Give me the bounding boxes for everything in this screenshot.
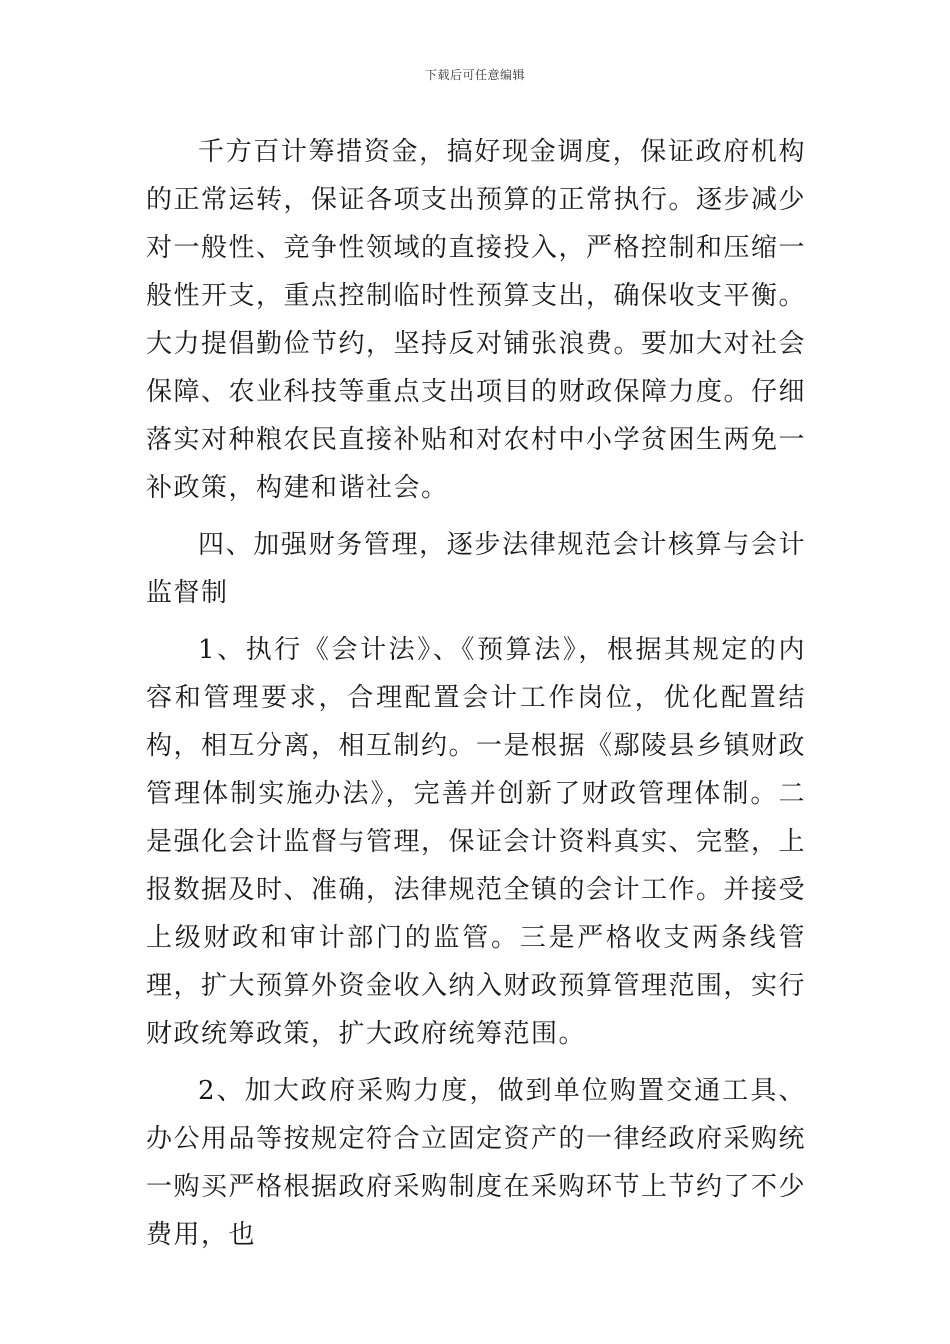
paragraph-fiscal-funds: 千方百计筹措资金，搞好现金调度，保证政府机构的正常运转，保证各项支出预算的正常执行。逐步减少对一般性、竞争性领域的直接投入，严格控制和压缩一般性开支，重点控制临时性预算支出，确保收支平衡。大力提倡勤俭节约，坚持反对铺张浪费。要加大对社会保障、农业科技等重点支出项目的财政保障力度。仔细落实对种粮农民直接补贴和对农村中小学贫困生两免一补政策，构建和谐社会。 <box>146 137 807 503</box>
paragraph-accounting-law: 1、执行《会计法》、《预算法》，根据其规定的内容和管理要求，合理配置会计工作岗位，优化配置结构，相互分离，相互制约。一是根据《鄢陵县乡镇财政管理体制实施办法》，完善并创新了财政管理体制。二是强化会计监督与管理，保证会计资料真实、完整，上报数据及时、准确，法律规范全镇的会计工作。并接受上级财政和审计部门的监管。三是严格收支两条线管理，扩大预算外资金收入纳入财政预算管理范围，实行财政统筹政策，扩大政府统筹范围。 <box>146 635 807 1049</box>
paragraph-government-procurement: 2、加大政府采购力度，做到单位购置交通工具、办公用品等按规定符合立固定资产的一律经政府采购统一购买严格根据政府采购制度在采购环节上节约了不少费用，也 <box>146 1076 807 1250</box>
document-body <box>146 128 806 1268</box>
section-heading-financial-management: 四、加强财务管理，逐步法律规范会计核算与会计监督制 <box>146 530 806 608</box>
page-header-note: 下载后可任意编辑 <box>424 68 525 82</box>
